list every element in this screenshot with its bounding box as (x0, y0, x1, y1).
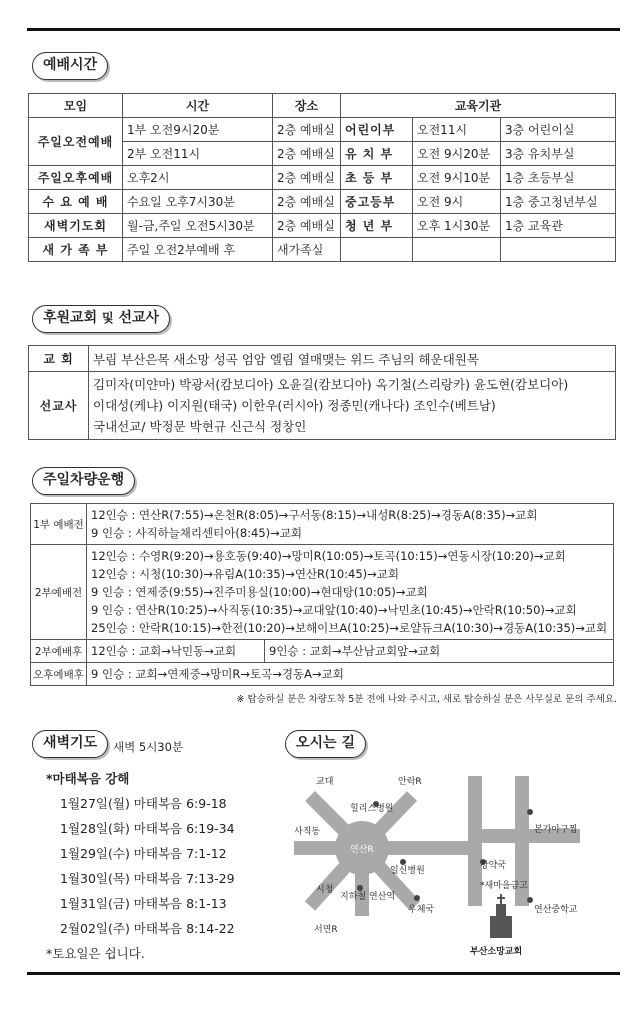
reading-item: 1월29일(수) 마태복음 7:1-12 (60, 846, 227, 861)
map-label-bongaga: 본가아구찜 (534, 825, 578, 835)
map-label-gyodae: 교대 (316, 777, 334, 787)
edu-time-cell: 오후 1시30분 (413, 214, 501, 238)
reading-item: 1월28일(화) 마태복음 6:19-34 (60, 821, 235, 836)
time-cell: 주일 오전2부예배 후 (123, 238, 273, 262)
church-text: 부림 부산은목 새소망 성곡 엄암 엘림 열매맺는 위드 주님의 해운대원목 (89, 346, 616, 372)
poi-dot (527, 897, 533, 903)
map-label-gangyakguk: 강약국 (480, 861, 507, 871)
group-cell: 새벽기도회 (29, 214, 123, 238)
edu-place-cell: 3층 어린이실 (501, 118, 616, 142)
edu-name-cell: 초 등 부 (341, 166, 413, 190)
group-cell: 수 요 예 배 (29, 190, 123, 214)
edu-time-cell: 오전 9시20분 (413, 142, 501, 166)
map-label-seomyeon: 서면R (314, 925, 338, 935)
map-section-title: 오시는 길 (285, 730, 366, 758)
map-label-subway: 지하철 연산역 (340, 892, 396, 902)
vehicle-note: ※ 탑승하실 분은 차량도착 5분 전에 나와 주시고, 새로 탑승하실 분은 사무실로 문의 주세요. (236, 694, 617, 705)
route-line: 12인승 : 연산R(7:55)→온천R(8:05)→구서동(8:15)→내성R(8:25)→경동A(8:35)→교회 (91, 508, 538, 522)
support-section-title (32, 305, 170, 333)
reading-item: 1월30일(목) 마태복음 7:13-29 (60, 871, 235, 886)
vehicle-group-label: 오후예배후 (31, 663, 87, 686)
vehicle-group-label: 2부예배전 (31, 545, 87, 640)
reading-item: 2월02일(주) 마태복음 8:14-22 (60, 921, 235, 936)
edu-place-cell: 1층 교육관 (501, 214, 616, 238)
map-label-post: 우체국 (408, 905, 435, 915)
vehicle-routes (87, 545, 614, 640)
edu-name-cell: 중고등부 (341, 190, 413, 214)
map-label-hillstone: 힐리스병원 (350, 804, 394, 814)
header-time: 시간 (123, 94, 273, 118)
vehicle-routes (87, 663, 614, 686)
vehicle-table (30, 503, 614, 686)
bottom-rule (27, 972, 620, 975)
route-line: 9 인승 : 교회→연제중→망미R→토곡→경동A→교회 (91, 667, 344, 681)
header-edu: 교육기관 (341, 94, 616, 118)
map-center-label: 연산R (350, 845, 374, 855)
poi-dot (414, 895, 420, 901)
edu-place-cell: 1층 초등부실 (501, 166, 616, 190)
poi-dot (400, 859, 406, 865)
group-cell: 새 가 족 부 (29, 238, 123, 262)
worship-section-title: 예배시간 (32, 52, 108, 80)
time-cell: 오후2시 (123, 166, 273, 190)
map-label-anrak: 안락R (398, 777, 422, 787)
empty-cell (501, 238, 616, 262)
map-label-yeonsan-ms: 연산중학교 (534, 905, 578, 915)
map-label-saemaeul: *새마을금고 (480, 881, 528, 891)
group-cell: 주일오후예배 (29, 166, 123, 190)
edu-name-cell: 유 치 부 (341, 142, 413, 166)
route-line: 12인승 : 교회→낙민동→교회 (87, 640, 265, 662)
edu-name-cell: 어린이부 (341, 118, 413, 142)
dawn-time: 새벽 5시30분 (113, 740, 184, 754)
missionary-label: 선교사 (29, 372, 89, 440)
dawn-readings (44, 766, 235, 966)
place-cell: 2층 예배실 (273, 118, 341, 142)
poi-dot (357, 885, 363, 891)
map-label-church: 부산소망교회 (470, 947, 523, 957)
poi-dot (527, 809, 533, 815)
edu-name-cell: 청 년 부 (341, 214, 413, 238)
worship-table (28, 93, 616, 262)
vehicle-routes (87, 640, 614, 663)
missionary-list (89, 372, 616, 440)
route-line: 12인승 : 수영R(9:20)→용호동(9:40)→망미R(10:05)→토곡(10:15)→연동시장(10:20)→교회 (91, 549, 566, 563)
support-title-tail: 선교사 (118, 310, 160, 326)
support-title-main: 후원교회 (43, 310, 98, 326)
time-cell: 2부 오전11시 (123, 142, 273, 166)
time-cell: 월-금,주일 오전5시30분 (123, 214, 273, 238)
dawn-section-title: 새벽기도 (32, 730, 108, 758)
edu-time-cell: 오전 9시 (413, 190, 501, 214)
place-cell: 2층 예배실 (273, 190, 341, 214)
map-label-ilsin: 일신병원 (390, 866, 425, 876)
group-cell: 주일오전예배 (29, 118, 123, 166)
time-cell: 수요일 오후7시30분 (123, 190, 273, 214)
top-rule (27, 28, 620, 31)
header-place: 장소 (273, 94, 341, 118)
edu-time-cell: 오전 9시10분 (413, 166, 501, 190)
support-table (28, 345, 616, 440)
empty-cell (413, 238, 501, 262)
time-cell: 1부 오전9시20분 (123, 118, 273, 142)
route-line: 9 인승 : 연제중(9:55)→진주미용실(10:00)→현대탕(10:05)→교회 (91, 585, 428, 599)
dawn-footnote: *토요일은 쉽니다. (46, 946, 145, 961)
route-line: 9인승 : 교회→부산남교회앞→교회 (269, 644, 441, 658)
empty-cell (341, 238, 413, 262)
missionary-line: 국내선교/ 박정문 박현규 신근식 정창인 (93, 419, 307, 434)
map-label-sajik: 사직동 (294, 827, 321, 837)
missionary-line: 이대성(케냐) 이지원(태국) 이한우(러시아) 정종민(캐나다) 조인수(베트남) (93, 398, 496, 413)
location-map (290, 766, 590, 961)
reading-item: 1월31일(금) 마태복음 8:1-13 (60, 896, 227, 911)
missionary-line: 김미자(미얀마) 박광서(캄보디아) 오윤길(캄보디아) 옥기철(스리랑카) 윤도현(캄보디아) (93, 377, 569, 392)
church-label: 교 회 (29, 346, 89, 372)
place-cell: 2층 예배실 (273, 214, 341, 238)
church-icon (490, 894, 512, 938)
map-label-sicheong: 시청 (316, 885, 334, 895)
vehicle-routes (87, 504, 614, 545)
route-line: 9 인승 : 사직하늘채리센티아(8:45)→교회 (91, 526, 303, 540)
place-cell: 새가족실 (273, 238, 341, 262)
support-title-join: 및 (101, 311, 114, 325)
place-cell: 2층 예배실 (273, 166, 341, 190)
edu-place-cell: 1층 중고청년부실 (501, 190, 616, 214)
edu-time-cell: 오전11시 (413, 118, 501, 142)
vehicle-group-label: 1부 예배전 (31, 504, 87, 545)
vehicle-section-title: 주일차량운행 (32, 467, 135, 495)
route-line: 12인승 : 시청(10:30)→유림A(10:35)→연산R(10:45)→교회 (91, 567, 400, 581)
edu-place-cell: 3층 유치부실 (501, 142, 616, 166)
header-group: 모임 (29, 94, 123, 118)
route-line: 25인승 : 안락R(10:15)→한전(10:20)→보해이브A(10:25)→로얄듀크A(10:30)→경동A(10:35)→교회 (91, 621, 608, 635)
place-cell: 2층 예배실 (273, 142, 341, 166)
route-line: 9 인승 : 연산R(10:25)→사직동(10:35)→교대앞(10:40)→낙민초(10:45)→안락R(10:50)→교회 (91, 603, 577, 617)
reading-item: 1월27일(월) 마태복음 6:9-18 (60, 796, 227, 811)
dawn-heading: *마태복음 강해 (46, 771, 130, 786)
vehicle-group-label: 2부예배후 (31, 640, 87, 663)
